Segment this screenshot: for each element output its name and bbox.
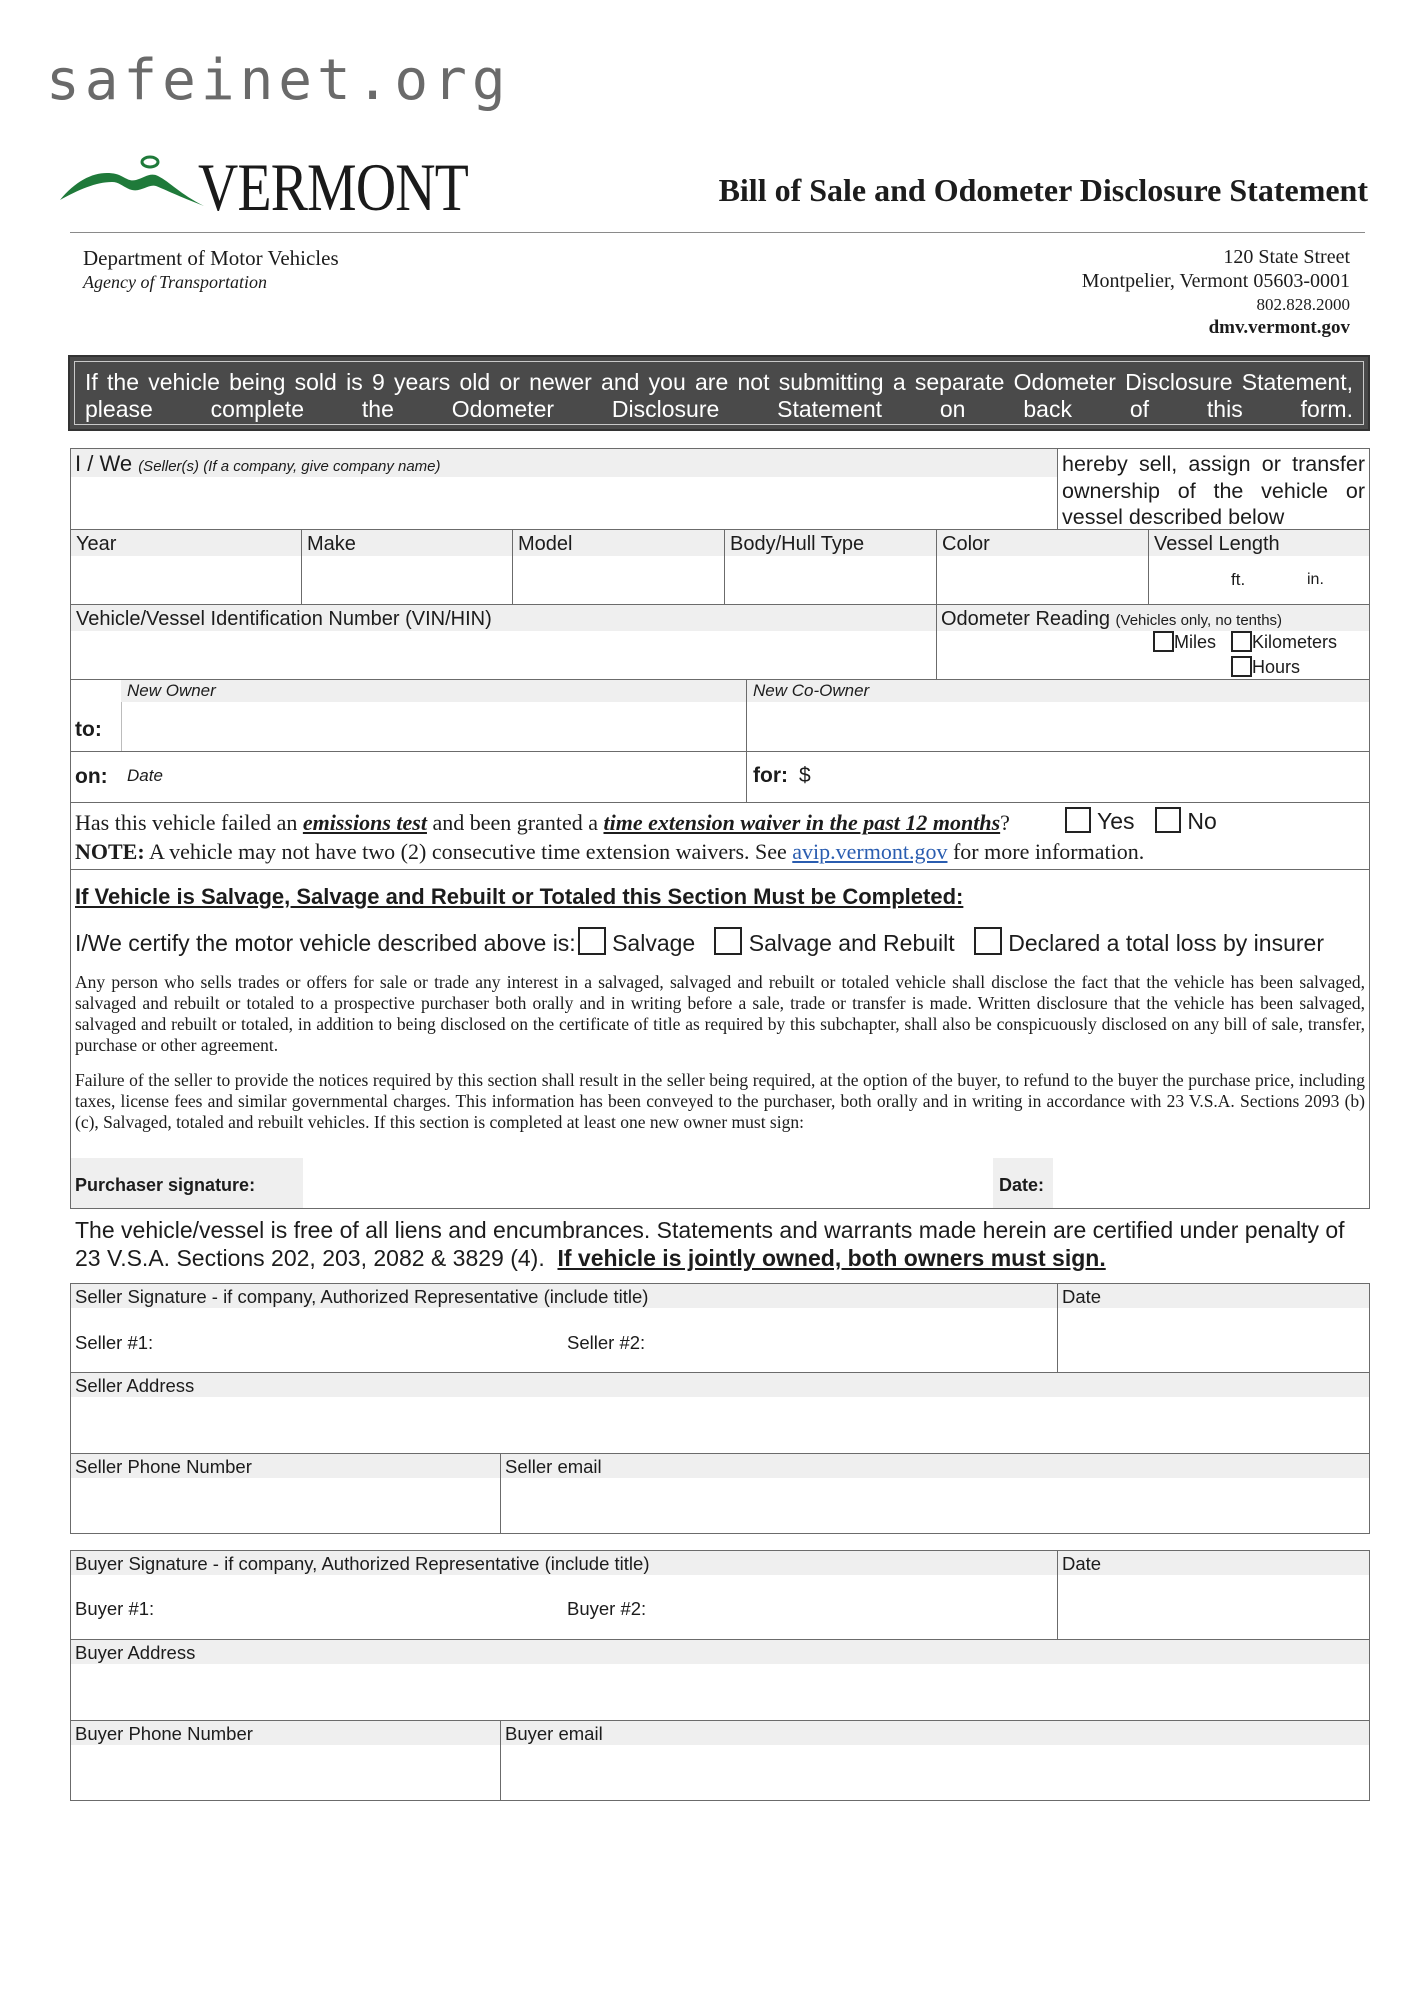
hours-label: Hours (1252, 657, 1301, 677)
salvage-rebuilt-option: Salvage and Rebuilt (748, 930, 955, 956)
seller-2-label: Seller #2: (567, 1332, 646, 1353)
color-label: Color (942, 533, 990, 555)
seller-name-field[interactable] (70, 448, 1058, 530)
color-field[interactable] (936, 529, 1149, 605)
note-text: A vehicle may not have two (2) consecutive time extension waivers. See (144, 839, 793, 864)
new-co-owner-label: New Co-Owner (753, 681, 870, 700)
note-label: NOTE: (75, 839, 145, 864)
inches-unit: in. (1307, 571, 1324, 588)
body-type-label: Body/Hull Type (730, 533, 865, 555)
salvage-checkbox[interactable] (578, 927, 606, 955)
total-loss-option: Declared a total loss by insurer (1008, 930, 1324, 956)
salvage-refund-paragraph: Failure of the seller to provide the notices required by this section shall result in the seller being required, at the option of the buyer, to refund to the buyer the purchase price, including taxes, license fees and similar governmental charges. This information has been conveyed to the purchaser, both orally and in writing in accordance with 23 V.S.A. Sections 2093 (b) (c), Salvaged, totaled and rebuilt vehicles. If this section is completed at least one new owner must sign: (75, 1070, 1365, 1132)
iwe-label: I / We (75, 451, 133, 476)
buyer-email-label: Buyer email (505, 1723, 603, 1744)
odometer-hint: (Vehicles only, no tenths) (1115, 612, 1283, 629)
make-label: Make (307, 533, 356, 555)
vessel-length-label: Vessel Length (1154, 533, 1280, 555)
seller-phone-field[interactable] (70, 1453, 501, 1534)
body-type-field[interactable] (724, 529, 937, 605)
seller-address-field[interactable] (70, 1372, 1370, 1454)
emissions-section (70, 802, 1370, 870)
total-loss-checkbox[interactable] (974, 927, 1002, 955)
model-label: Model (518, 533, 573, 555)
buyer-address-field[interactable] (70, 1639, 1370, 1721)
buyer-phone-label: Buyer Phone Number (75, 1723, 253, 1744)
transfer-statement-box (1057, 448, 1370, 530)
odometer-notice-text: If the vehicle being sold is 9 years old or newer and you are not submitting a separate Odometer Disclosure Statement, please complete the Odometer Disclosure Statement on back of this form. (74, 361, 1364, 425)
seller-1-label: Seller #1: (75, 1332, 154, 1353)
vin-field[interactable] (70, 604, 937, 680)
salvage-section (70, 869, 1370, 1209)
kilometers-checkbox[interactable] (1231, 631, 1252, 652)
seller-email-field[interactable] (500, 1453, 1370, 1534)
miles-checkbox[interactable] (1153, 631, 1174, 652)
buyer-phone-field[interactable] (70, 1720, 501, 1801)
yes-label: Yes (1096, 808, 1135, 834)
year-field[interactable] (70, 529, 302, 605)
address-line1: 120 State Street (1223, 246, 1350, 268)
salvage-option: Salvage (612, 930, 696, 956)
kilometers-label: Kilometers (1252, 632, 1338, 652)
dollar-sign: $ (799, 764, 811, 787)
buyer-date-field[interactable] (1057, 1550, 1370, 1640)
vermont-mountain-logo-icon (58, 150, 208, 210)
vermont-logo-text: VERMONT (198, 149, 468, 225)
joint-owners-note: If vehicle is jointly owned, both owners must sign. (557, 1245, 1106, 1271)
note-end: for more information. (947, 839, 1145, 864)
odometer-notice-banner (68, 355, 1370, 431)
header-divider (70, 232, 1365, 233)
make-field[interactable] (301, 529, 513, 605)
liens-statement: The vehicle/vessel is free of all liens and encumbrances. Statements and warrants made herein are certified under penalty of 23 V.S.A. Sections 202, 203, 2082 & 3829 (4). (75, 1217, 1345, 1271)
purchaser-signature-field[interactable] (303, 1158, 1063, 1208)
dmv-website: dmv.vermont.gov (1208, 317, 1350, 338)
seller-signature-label: Seller Signature - if company, Authorized Representative (include title) (75, 1286, 649, 1307)
hours-checkbox[interactable] (1231, 656, 1252, 677)
seller-date-label: Date (1062, 1286, 1102, 1307)
purchaser-date-field[interactable] (1055, 1158, 1365, 1208)
feet-unit: ft. (1231, 570, 1246, 589)
watermark: safeinet.org (46, 48, 511, 113)
seller-address-label: Seller Address (75, 1375, 195, 1396)
on-label: on: (75, 765, 108, 788)
seller-phone-label: Seller Phone Number (75, 1456, 252, 1477)
buyer-date-label: Date (1062, 1553, 1102, 1574)
for-label: for: (753, 764, 788, 787)
buyer-address-label: Buyer Address (75, 1642, 196, 1663)
to-label: to: (75, 718, 102, 741)
address-line2: Montpelier, Vermont 05603-0001 (1081, 270, 1350, 292)
seller-signature-field[interactable] (70, 1283, 1058, 1373)
dmv-phone: 802.828.2000 (1256, 295, 1350, 314)
emissions-question-prefix: Has this vehicle failed an (75, 810, 303, 835)
emissions-yes-checkbox[interactable] (1065, 807, 1091, 833)
transfer-statement: hereby sell, assign or transfer ownership of the vehicle or vessel described below (1062, 452, 1365, 529)
agency-name: Agency of Transportation (83, 272, 267, 292)
vessel-length-field[interactable] (1148, 529, 1370, 605)
year-label: Year (76, 533, 117, 555)
emissions-question-mid: and been granted a (426, 810, 604, 835)
emissions-test-term: emissions test (302, 810, 427, 835)
odometer-field[interactable] (936, 604, 1370, 680)
avip-link[interactable]: avip.vermont.gov (792, 839, 948, 864)
buyer-2-label: Buyer #2: (567, 1598, 647, 1619)
page-title: Bill of Sale and Odometer Disclosure Statement (718, 172, 1368, 208)
purchaser-date-label: Date: (999, 1175, 1045, 1195)
vin-label: Vehicle/Vessel Identification Number (VIN/HIN) (76, 608, 492, 630)
model-field[interactable] (512, 529, 725, 605)
emissions-question-end: ? (1000, 810, 1010, 835)
no-label: No (1187, 808, 1217, 834)
salvage-certify-text: I/We certify the motor vehicle described above is: (75, 930, 576, 956)
emissions-no-checkbox[interactable] (1155, 807, 1181, 833)
new-co-owner-field[interactable] (746, 679, 1370, 752)
new-owner-field[interactable] (70, 679, 747, 752)
iwe-hint: (Seller(s) (If a company, give company name) (138, 458, 441, 475)
seller-email-label: Seller email (505, 1456, 602, 1477)
seller-date-field[interactable] (1057, 1283, 1370, 1373)
sale-price-field[interactable] (746, 751, 1370, 803)
salvage-disclosure-paragraph: Any person who sells trades or offers for sale or trade any interest in a salvaged, salvaged and rebuilt or totaled vehicle shall disclose the fact that the vehicle has been salvaged, salvaged and rebuilt or totaled to a prospective purchaser both orally and in writing before a sale, trade or transfer is made. Written disclosure that the vehicle has been salvaged, salvaged and rebuilt or totaled, in addition to being disclosed on the certificate of title as required by this subchapter, shall also be conspicuously disclosed on any bill of sale, transfer, purchase or other agreement. (75, 972, 1365, 1055)
waiver-term: time extension waiver in the past 12 months (603, 810, 1001, 835)
buyer-email-field[interactable] (500, 1720, 1370, 1801)
department-name: Department of Motor Vehicles (83, 246, 339, 270)
odometer-label: Odometer Reading (941, 608, 1110, 630)
sale-date-field[interactable] (70, 751, 747, 803)
salvage-rebuilt-checkbox[interactable] (714, 927, 742, 955)
new-owner-label: New Owner (127, 681, 216, 700)
salvage-heading: If Vehicle is Salvage, Salvage and Rebuilt or Totaled this Section Must be Completed: (75, 884, 964, 909)
buyer-signature-label: Buyer Signature - if company, Authorized Representative (include title) (75, 1553, 650, 1574)
buyer-signature-field[interactable] (70, 1550, 1058, 1640)
purchaser-signature-label: Purchaser signature: (75, 1175, 256, 1195)
miles-label: Miles (1174, 632, 1217, 652)
buyer-1-label: Buyer #1: (75, 1598, 155, 1619)
date-label: Date (127, 766, 163, 785)
